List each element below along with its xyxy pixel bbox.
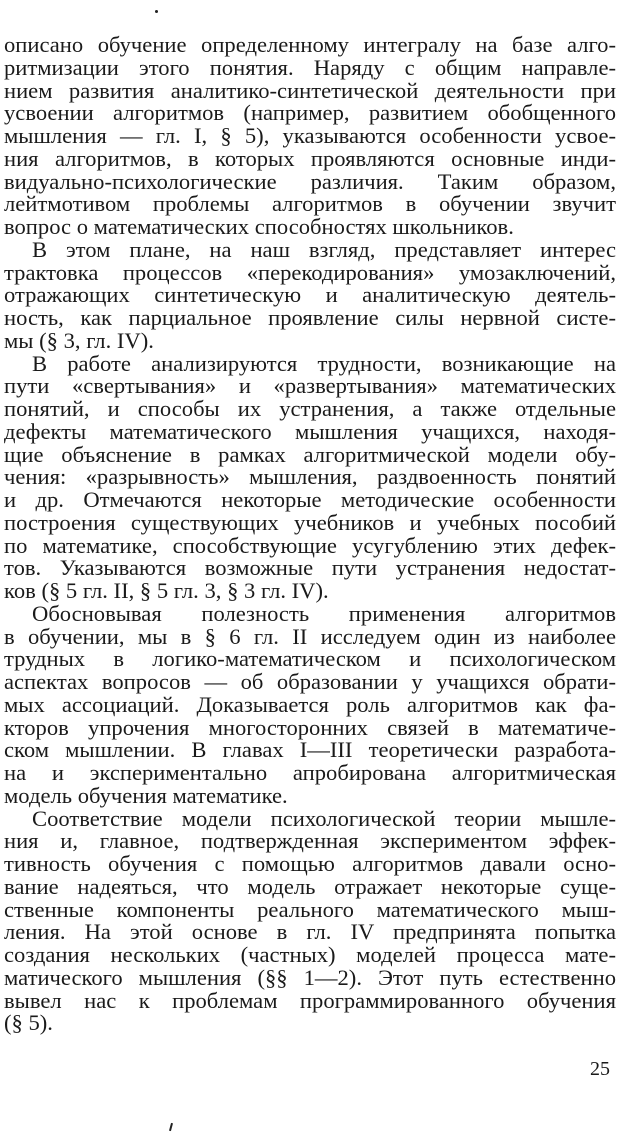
text-line: понятий, и способы их устранения, а также отдельные [4, 396, 616, 421]
text-line: чения: «разрывность» мышления, раздвоенность понятий [4, 464, 616, 490]
text-line: отражающих синтетическую и аналитическую деятель- [4, 282, 616, 308]
text-line: построения существующих учебников и учебных пособий [4, 509, 616, 535]
text-line: Соответствие модели психологической теории мышле- [32, 805, 616, 831]
text-line: мышления — гл. I, § 5), указываются особенности усвое- [4, 123, 616, 148]
text-line: ность, как парциальное проявление силы нервной систе- [4, 305, 616, 330]
text-line: в обучении, мы в § 6 гл. II исследуем один из наиболее [4, 623, 616, 649]
text-line: ления. На этой основе в гл. IV предпринята попытка [4, 919, 616, 945]
text-line: мы (§ 3, гл. IV). [4, 327, 154, 353]
text-line: В этом плане, на наш взгляд, представляет интерес [32, 236, 616, 262]
text-line: кторов упрочения многосторонних связей в математиче- [4, 714, 616, 740]
text-line: вание надеяться, что модель отражает некоторые суще- [4, 873, 616, 899]
text-line: усвоении алгоритмов (например, развитием обобщенного [4, 100, 616, 126]
text-line: ния и, главное, подтвержденная экспериментом эффек- [4, 828, 616, 854]
text-line: модель обучения математике. [4, 782, 288, 808]
text-line: (§ 5). [4, 1010, 53, 1036]
text-line: ском мышлении. В главах I—III теоретически разработа- [4, 737, 616, 763]
text-line: лейтмотивом проблемы алгоритмов в обучении звучит [4, 191, 616, 217]
ink-speck-bottom [169, 1123, 173, 1131]
ink-speck-top [155, 10, 158, 13]
text-line: тов. Указываются возможные пути устранения недостат- [4, 555, 616, 581]
text-line: трудных в логико-математическом и психологическом [4, 646, 616, 672]
text-line: вопрос о математических способностях школьников. [4, 214, 514, 239]
text-line: ков (§ 5 гл. II, § 5 гл. 3, § 3 гл. IV). [4, 578, 329, 603]
text-line: дефекты математического мышления учащихся, находя- [4, 418, 616, 444]
text-line: вывел нас к проблемам программированного обучения [4, 987, 616, 1013]
text-line: щие объяснение в рамках алгоритмической модели обу- [4, 441, 616, 467]
text-line: описано обучение определенному интегралу на базе алго- [4, 32, 616, 57]
book-page-text [4, 34, 616, 1035]
text-line: создания нескольких (частных) моделей процесса мате- [4, 942, 616, 967]
text-line: по математике, способствующие усугублению этих дефек- [4, 532, 616, 558]
text-line: видуально-психологические различия. Таким образом, [4, 168, 616, 194]
text-line: ния алгоритмов, в которых проявляются основные инди- [4, 145, 616, 171]
page-number: 25 [590, 1058, 610, 1080]
text-line: на и экспериментально апробирована алгоритмическая [4, 760, 616, 785]
text-line: аспектах вопросов — об образовании у учащихся обрати- [4, 669, 616, 694]
text-line: ритмизации этого понятия. Наряду с общим направле- [4, 54, 616, 80]
text-line: пути «свертывания» и «развертывания» математических [4, 373, 616, 399]
text-line: трактовка процессов «перекодирования» умозаключений, [4, 259, 616, 285]
text-line: тивность обучения с помощью алгоритмов давали осно- [4, 851, 616, 876]
text-line: ственные компоненты реального математического мыш- [4, 896, 616, 922]
text-line: В работе анализируются трудности, возникающие на [32, 350, 616, 376]
text-line: и др. Отмечаются некоторые методические особенности [4, 487, 616, 512]
text-line: мых ассоциаций. Доказывается роль алгоритмов как фа- [4, 691, 616, 717]
text-line: Обосновывая полезность применения алгоритмов [32, 600, 616, 626]
text-line: матического мышления (§§ 1—2). Этот путь естественно [4, 964, 616, 990]
text-line: нием развития аналитико-синтетической деятельности при [4, 77, 616, 103]
